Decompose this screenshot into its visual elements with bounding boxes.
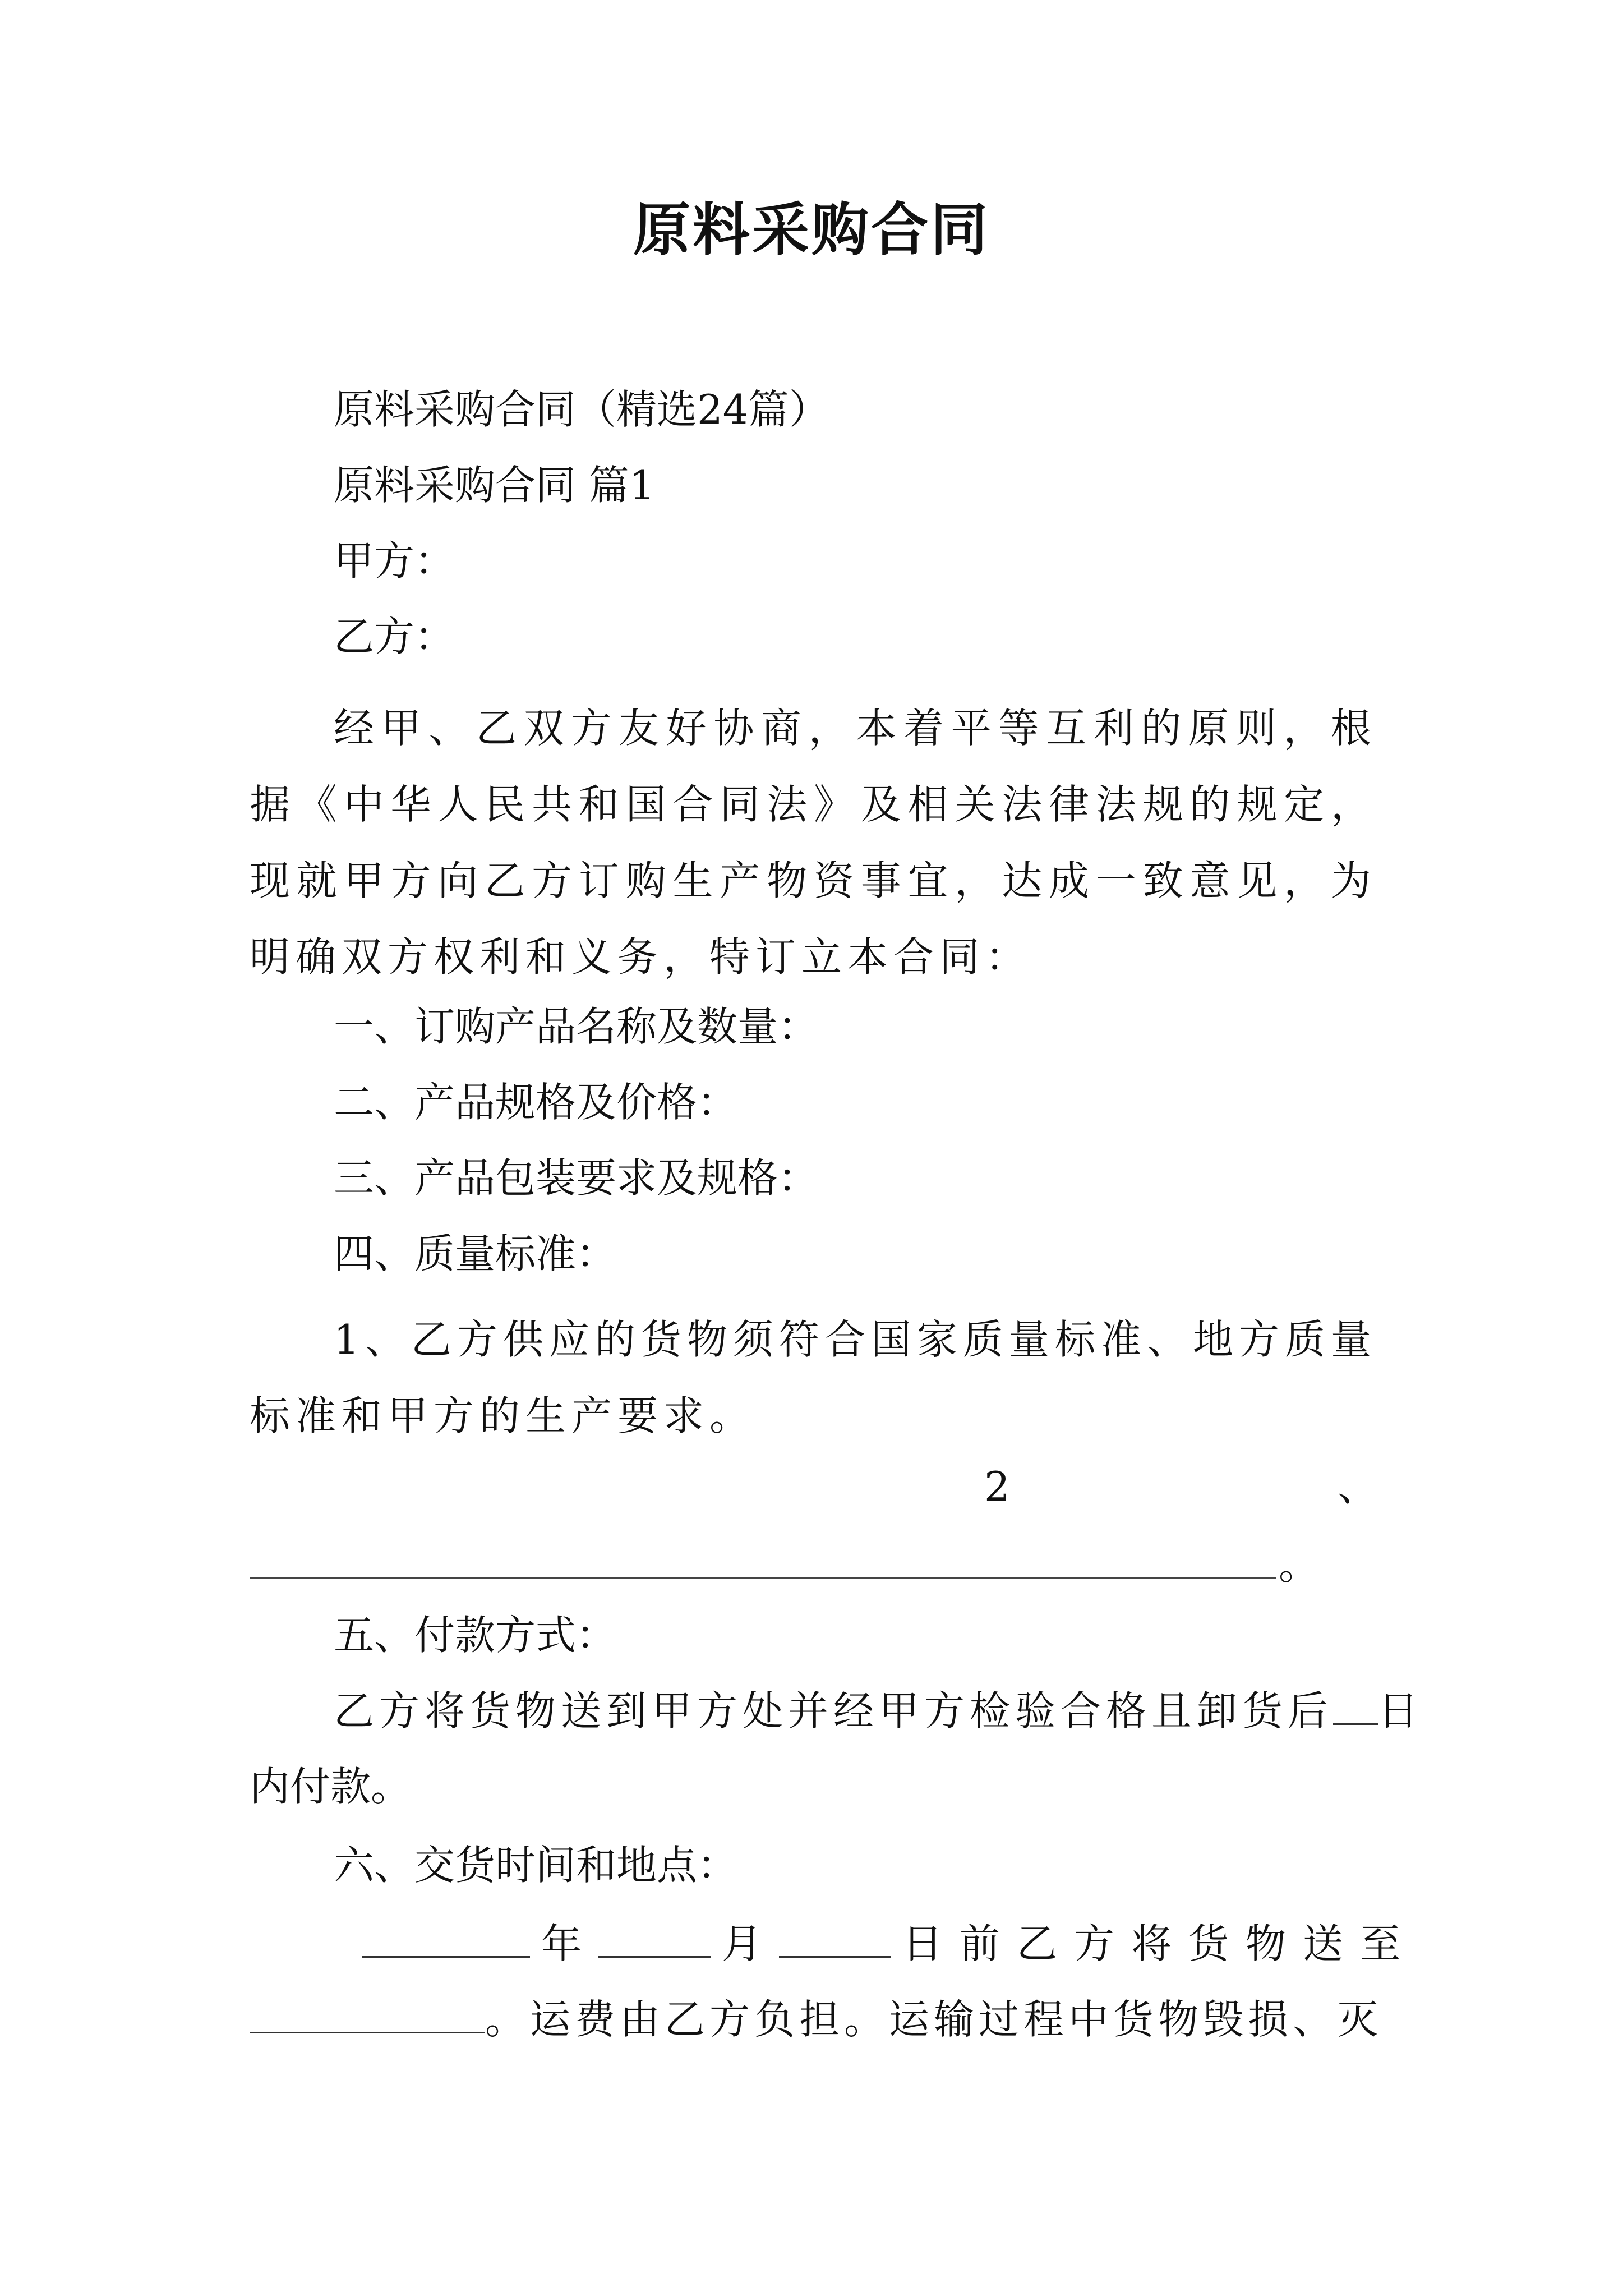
section-heading: 原料采购合同 篇1: [334, 462, 655, 509]
delivery-month-label: 月: [722, 1920, 780, 1967]
subtitle: 原料采购合同（精选24篇）: [334, 386, 829, 433]
clause-2-heading: 二、产品规格及价格：: [334, 1079, 738, 1126]
clause-5-heading: 五、付款方式：: [334, 1612, 617, 1659]
party-a-label: 甲方：: [334, 537, 455, 585]
payment-text-after: 日: [1378, 1687, 1424, 1734]
clause-3-heading: 三、产品包装要求及规格：: [334, 1154, 819, 1202]
delivery-month-blank: [598, 1917, 711, 1958]
quality-clause-2-blank: [250, 1577, 1276, 1579]
document-title: 原料采购合同: [633, 196, 990, 264]
delivery-day-text: 日前乙方将货物送至: [902, 1920, 1418, 1967]
clause-1-heading: 一、订购产品名称及数量：: [334, 1003, 819, 1050]
quality-clause-2-number: 2: [984, 1463, 1010, 1510]
delivery-line-1: [250, 1913, 1418, 1975]
delivery-line-2-text: 。运费由乙方负担。运输过程中货物毁损、灭: [485, 1996, 1383, 2043]
delivery-year-blank: [362, 1917, 530, 1958]
payment-line-1: [334, 1680, 1424, 1742]
quality-clause-2-mark: 、: [1338, 1463, 1378, 1510]
clause-6-heading: 六、交货时间和地点：: [334, 1842, 738, 1889]
clause-4-heading: 四、质量标准：: [334, 1230, 617, 1277]
payment-days-blank: [1333, 1684, 1378, 1725]
delivery-day-blank: [779, 1917, 891, 1958]
delivery-place-blank: [250, 1993, 485, 2033]
quality-clause-1: 1、乙方供应的货物须符合国家质量标准、地方质量标准和甲方的生产要求。: [250, 1316, 1377, 1439]
quality-clause-2-end: 。: [1279, 1542, 1320, 1589]
intro-paragraph: 经甲、乙双方友好协商，本着平等互利的原则，根据《中华人民共和国合同法》及相关法律法规的规定，现就甲方向乙方订购生产物资事宜，达成一致意见，为明确双方权利和义务，特订立本合同：: [250, 705, 1377, 981]
party-b-label: 乙方：: [334, 613, 455, 660]
delivery-year-label: 年: [541, 1920, 599, 1967]
payment-line-2: 内付款。: [250, 1763, 412, 1810]
payment-text-before: 乙方将货物送到甲方处并经甲方检验合格且卸货后: [334, 1687, 1334, 1734]
delivery-line-2: [250, 1989, 1383, 2050]
